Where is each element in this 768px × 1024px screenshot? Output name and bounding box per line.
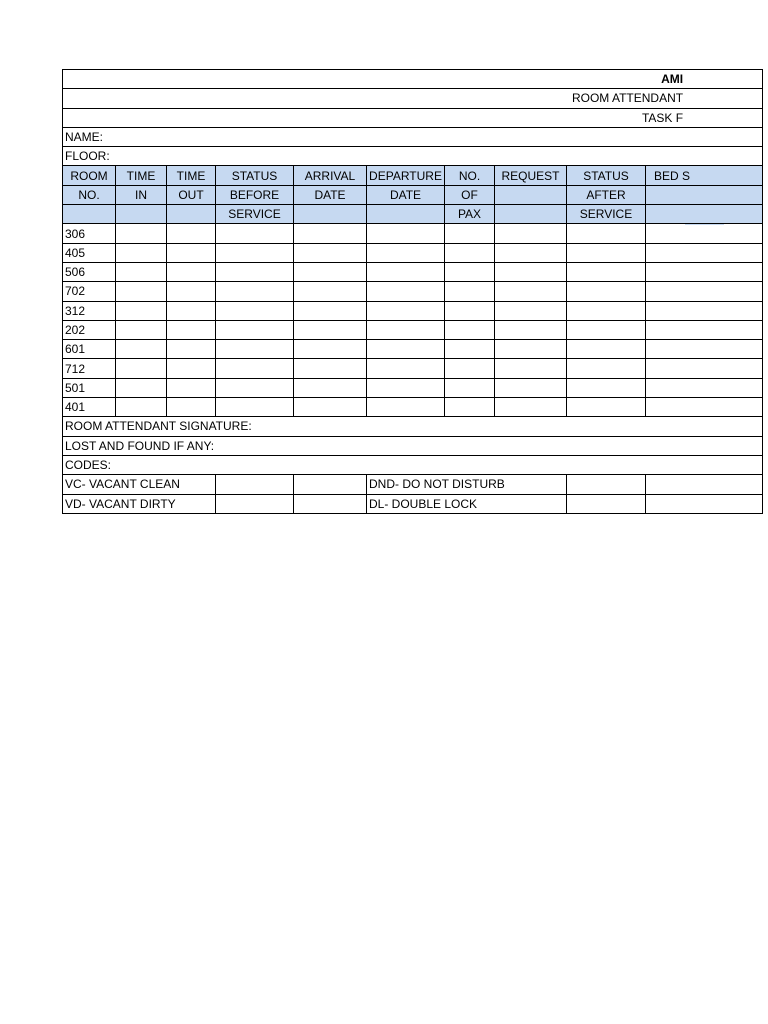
floor-field[interactable]: FLOOR: <box>63 147 763 166</box>
table-row <box>63 282 763 301</box>
table-cell[interactable] <box>367 301 445 320</box>
name-row <box>63 127 763 146</box>
table-cell[interactable] <box>116 398 167 417</box>
table-row <box>63 359 763 378</box>
table-cell[interactable] <box>167 378 216 397</box>
col-header: STATUS <box>567 166 646 185</box>
code-blank <box>294 475 367 494</box>
table-cell[interactable] <box>167 359 216 378</box>
col-header <box>167 205 216 224</box>
table-cell[interactable] <box>116 340 167 359</box>
table-cell[interactable] <box>445 398 495 417</box>
table-cell[interactable] <box>646 243 763 262</box>
table-cell[interactable] <box>216 243 294 262</box>
table-cell[interactable] <box>567 224 646 243</box>
table-row <box>63 262 763 281</box>
col-header: ROOM <box>63 166 116 185</box>
table-cell[interactable] <box>167 262 216 281</box>
code-blank <box>567 494 646 513</box>
table-cell[interactable] <box>116 301 167 320</box>
table-cell[interactable] <box>495 243 567 262</box>
table-cell[interactable] <box>167 301 216 320</box>
col-header: DATE <box>367 185 445 204</box>
table-cell[interactable] <box>367 224 445 243</box>
table-cell[interactable] <box>367 282 445 301</box>
table-cell[interactable] <box>495 359 567 378</box>
table-cell[interactable] <box>294 301 367 320</box>
table-cell[interactable] <box>567 301 646 320</box>
signature-field[interactable]: ROOM ATTENDANT SIGNATURE: <box>63 417 763 436</box>
code-left: VD- VACANT DIRTY <box>63 494 216 513</box>
table-cell[interactable] <box>646 224 763 243</box>
column-header-row-3 <box>63 205 763 224</box>
room-number: 202 <box>63 320 116 339</box>
column-header-row-2 <box>63 185 763 204</box>
code-blank <box>646 475 763 494</box>
code-blank <box>216 475 294 494</box>
col-header: DEPARTURE <box>367 166 445 185</box>
col-header: PAX <box>445 205 495 224</box>
table-cell[interactable] <box>445 378 495 397</box>
room-number: 501 <box>63 378 116 397</box>
table-cell[interactable] <box>216 320 294 339</box>
table-cell[interactable] <box>367 398 445 417</box>
table-cell[interactable] <box>167 398 216 417</box>
table-cell[interactable] <box>294 243 367 262</box>
floor-row <box>63 147 763 166</box>
name-field[interactable]: NAME: <box>63 127 763 146</box>
room-number: 712 <box>63 359 116 378</box>
table-cell[interactable] <box>567 359 646 378</box>
col-header: OF <box>445 185 495 204</box>
table-cell[interactable] <box>567 320 646 339</box>
col-header: TIME <box>116 166 167 185</box>
table-cell[interactable] <box>367 262 445 281</box>
code-left: VC- VACANT CLEAN <box>63 475 216 494</box>
table-cell[interactable] <box>567 378 646 397</box>
table-cell[interactable] <box>495 320 567 339</box>
room-number: 401 <box>63 398 116 417</box>
code-right: DND- DO NOT DISTURB <box>367 475 567 494</box>
table-cell[interactable] <box>216 398 294 417</box>
table-cell[interactable] <box>445 224 495 243</box>
code-right: DL- DOUBLE LOCK <box>367 494 567 513</box>
sheet-title: AMI <box>63 70 763 89</box>
code-blank <box>216 494 294 513</box>
title-row <box>63 70 763 89</box>
table-cell[interactable] <box>495 224 567 243</box>
table-cell[interactable] <box>495 340 567 359</box>
table-row <box>63 320 763 339</box>
table-cell[interactable] <box>646 282 763 301</box>
col-header: BED S <box>646 166 763 185</box>
table-cell[interactable] <box>445 340 495 359</box>
codes-label: CODES: <box>63 455 763 474</box>
table-cell[interactable] <box>294 320 367 339</box>
task-sheet <box>62 69 691 516</box>
col-header: STATUS <box>216 166 294 185</box>
table-cell[interactable] <box>567 340 646 359</box>
table-cell[interactable] <box>116 262 167 281</box>
room-number: 702 <box>63 282 116 301</box>
table-cell[interactable] <box>167 340 216 359</box>
table-cell[interactable] <box>445 359 495 378</box>
table-cell[interactable] <box>216 359 294 378</box>
table-cell[interactable] <box>567 398 646 417</box>
col-header: OUT <box>167 185 216 204</box>
form-name-row <box>63 108 763 127</box>
code-blank <box>294 494 367 513</box>
table-cell[interactable] <box>646 320 763 339</box>
subtitle-row <box>63 89 763 108</box>
table-cell[interactable] <box>116 378 167 397</box>
col-header <box>495 205 567 224</box>
col-header: REQUEST <box>495 166 567 185</box>
table-cell[interactable] <box>167 320 216 339</box>
table-cell[interactable] <box>495 398 567 417</box>
table-cell[interactable] <box>495 262 567 281</box>
table-cell[interactable] <box>294 378 367 397</box>
code-blank <box>567 475 646 494</box>
room-rows <box>63 224 763 417</box>
table-cell[interactable] <box>216 282 294 301</box>
col-header: SERVICE <box>567 205 646 224</box>
sheet-subtitle: ROOM ATTENDANT <box>63 89 763 108</box>
room-number: 306 <box>63 224 116 243</box>
table-cell[interactable] <box>294 398 367 417</box>
table-cell[interactable] <box>567 282 646 301</box>
room-number: 506 <box>63 262 116 281</box>
table-cell[interactable] <box>294 340 367 359</box>
table-cell[interactable] <box>495 378 567 397</box>
table-cell[interactable] <box>167 282 216 301</box>
table-cell[interactable] <box>116 282 167 301</box>
col-header: IN <box>116 185 167 204</box>
table-cell[interactable] <box>646 359 763 378</box>
table-cell[interactable] <box>116 243 167 262</box>
table-row <box>63 224 763 243</box>
col-header <box>116 205 167 224</box>
room-number: 312 <box>63 301 116 320</box>
table-cell[interactable] <box>167 224 216 243</box>
table-cell[interactable] <box>294 282 367 301</box>
table-cell[interactable] <box>367 320 445 339</box>
table-cell[interactable] <box>646 340 763 359</box>
col-header: AFTER <box>567 185 646 204</box>
table-cell[interactable] <box>367 243 445 262</box>
table-cell[interactable] <box>495 301 567 320</box>
table-cell[interactable] <box>367 378 445 397</box>
table-cell[interactable] <box>445 320 495 339</box>
table-cell[interactable] <box>294 224 367 243</box>
code-row <box>63 475 763 494</box>
col-header: SERVICE <box>216 205 294 224</box>
table-cell[interactable] <box>646 398 763 417</box>
table-cell[interactable] <box>167 243 216 262</box>
table-cell[interactable] <box>116 320 167 339</box>
room-number: 601 <box>63 340 116 359</box>
table-cell[interactable] <box>116 359 167 378</box>
table-cell[interactable] <box>216 262 294 281</box>
col-header: ARRIVAL <box>294 166 367 185</box>
col-header <box>646 185 763 204</box>
col-header: DATE <box>294 185 367 204</box>
col-header <box>63 205 116 224</box>
table-cell[interactable] <box>445 282 495 301</box>
codes-label-row <box>63 455 763 474</box>
col-header: NO. <box>63 185 116 204</box>
table-cell[interactable] <box>567 243 646 262</box>
col-header: TIME <box>167 166 216 185</box>
col-header <box>367 205 445 224</box>
code-blank <box>646 494 763 513</box>
table-cell[interactable] <box>567 262 646 281</box>
table-cell[interactable] <box>294 359 367 378</box>
table-row <box>63 243 763 262</box>
column-header-row-1 <box>63 166 763 185</box>
lost-found-row <box>63 436 763 455</box>
table-row <box>63 378 763 397</box>
table-cell[interactable] <box>495 282 567 301</box>
table-cell[interactable] <box>445 243 495 262</box>
table-row <box>63 398 763 417</box>
code-row <box>63 494 763 513</box>
table-cell[interactable] <box>216 378 294 397</box>
table-cell[interactable] <box>646 378 763 397</box>
table-cell[interactable] <box>216 224 294 243</box>
table-row <box>63 301 763 320</box>
col-header <box>294 205 367 224</box>
col-header <box>495 185 567 204</box>
table-cell[interactable] <box>445 262 495 281</box>
col-header <box>646 205 763 224</box>
table-cell[interactable] <box>445 301 495 320</box>
col-header: BEFORE <box>216 185 294 204</box>
table-cell[interactable] <box>216 301 294 320</box>
table-cell[interactable] <box>367 359 445 378</box>
table-cell[interactable] <box>294 262 367 281</box>
task-table <box>62 69 763 514</box>
form-name: TASK F <box>63 108 763 127</box>
table-cell[interactable] <box>646 301 763 320</box>
table-cell[interactable] <box>646 262 763 281</box>
table-cell[interactable] <box>216 340 294 359</box>
table-row <box>63 340 763 359</box>
room-number: 405 <box>63 243 116 262</box>
col-header: NO. <box>445 166 495 185</box>
lost-found-field[interactable]: LOST AND FOUND IF ANY: <box>63 436 763 455</box>
table-cell[interactable] <box>367 340 445 359</box>
signature-row <box>63 417 763 436</box>
table-cell[interactable] <box>116 224 167 243</box>
